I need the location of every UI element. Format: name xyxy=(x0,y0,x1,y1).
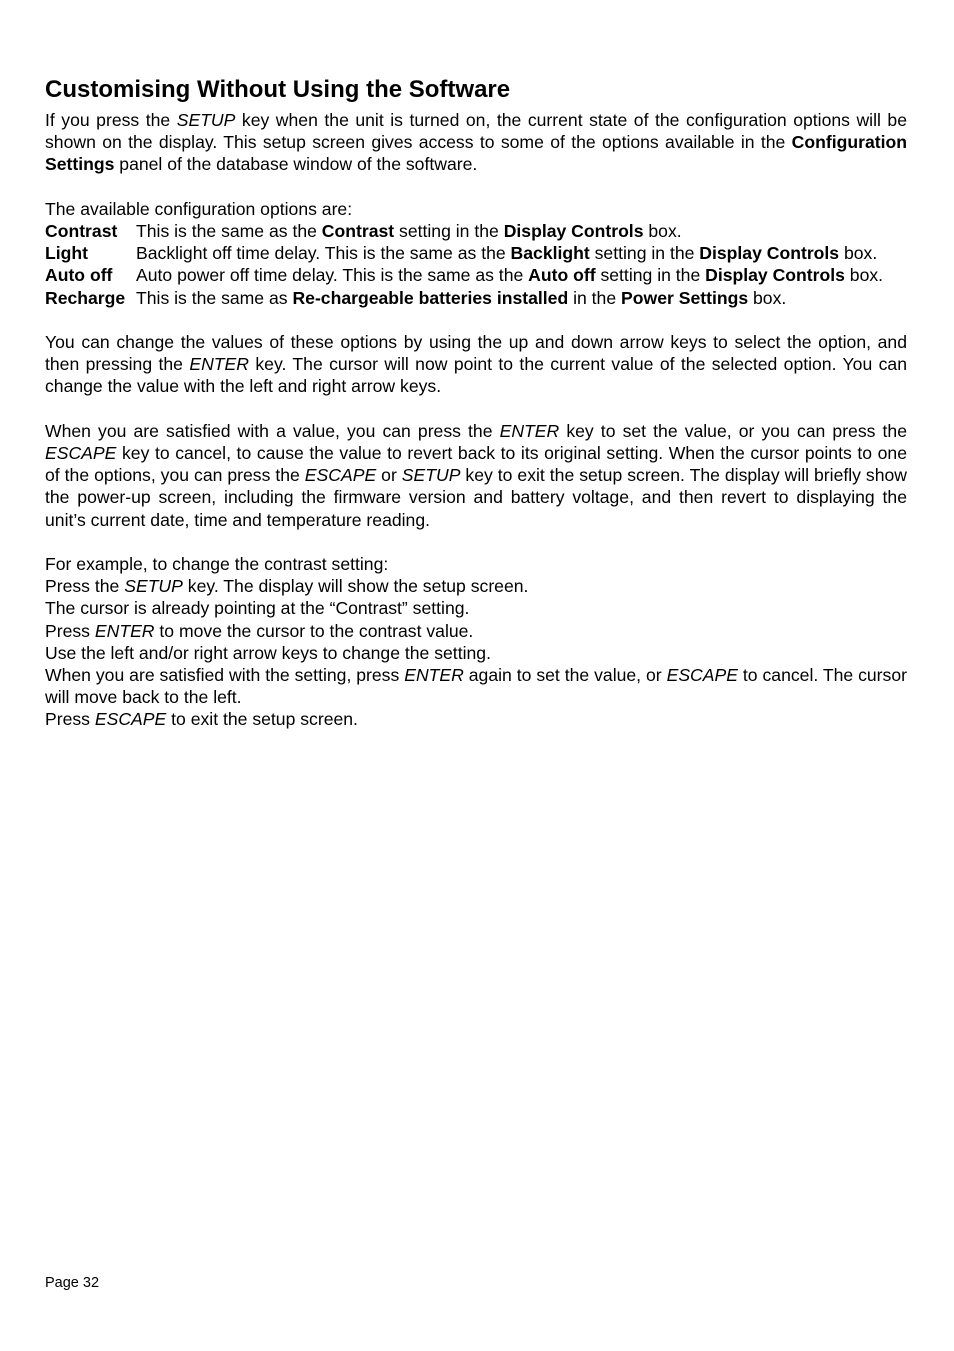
example-step: Press ENTER to move the cursor to the contrast value. xyxy=(45,620,474,641)
example-step: The cursor is already pointing at the “Contrast” setting. xyxy=(45,598,470,619)
page-number: Page 32 xyxy=(45,1275,100,1291)
option-definition: This is the same as the Contrast setting in the Display Controls box. xyxy=(136,221,682,241)
option-term: Auto off xyxy=(45,265,113,286)
option-term: Contrast xyxy=(45,221,118,241)
example-step: Press ESCAPE to exit the setup screen. xyxy=(45,709,358,730)
document-body xyxy=(45,109,907,731)
intro-paragraph: If you press the SETUP key when the unit is turned on, the current state of the configuration options will be shown on the display. This setup screen gives access to some of the options available in the Configuration Settings panel of the database window of the software. xyxy=(45,110,907,175)
example-step: Press the SETUP key. The display will show the setup screen. xyxy=(45,576,529,597)
example-step: When you are satisfied with the setting, press ENTER again to set the value, or ESCAPE to cancel. The cursor will move back to the left. xyxy=(45,665,907,708)
confirm-paragraph: When you are satisfied with a value, you can press the ENTER key to set the value, or you can press the ESCAPE key to cancel, to cause the value to revert back to its original setting. When the cursor points to one of the options, you can press the ESCAPE or SETUP key to exit the setup screen. The display will briefly show the power-up screen, including the firmware version and battery voltage, and then revert to displaying the unit’s current date, time and temperature reading. xyxy=(45,420,907,530)
example-step: Use the left and/or right arrow keys to change the setting. xyxy=(45,642,491,663)
example-intro: For example, to change the contrast setting: xyxy=(45,554,389,574)
arrow-keys-paragraph: You can change the values of these options by using the up and down arrow keys to select the option, and then pressing the ENTER key. The cursor will now point to the current value of the selected option. You can change the value with the left and right arrow keys. xyxy=(45,332,907,397)
option-definition: Auto power off time delay. This is the same as the Auto off setting in the Display Controls box. xyxy=(136,265,884,286)
option-definition: This is the same as Re-chargeable batteries installed in the Power Settings box. xyxy=(136,287,787,308)
section-heading: Customising Without Using the Software xyxy=(45,76,511,103)
option-auto-off xyxy=(45,264,907,286)
option-term: Recharge xyxy=(45,287,126,308)
option-contrast xyxy=(45,220,907,242)
option-light xyxy=(45,242,907,264)
option-definition: Backlight off time delay. This is the same as the Backlight setting in the Display Controls box. xyxy=(136,243,878,264)
options-intro: The available configuration options are: xyxy=(45,198,353,219)
option-recharge xyxy=(45,287,907,309)
option-term: Light xyxy=(45,243,88,264)
